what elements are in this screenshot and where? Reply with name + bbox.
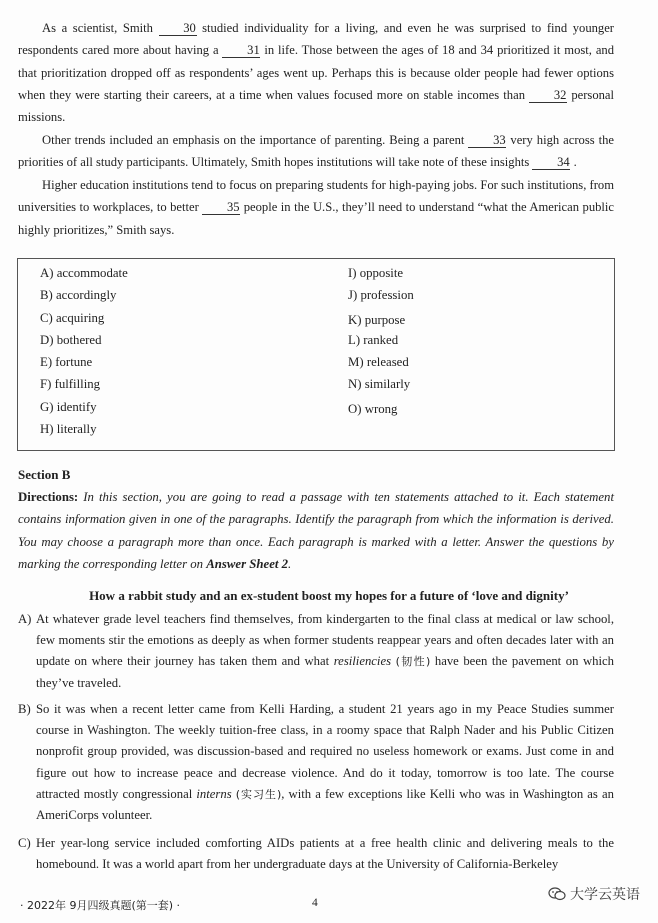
option-d[interactable]: D) bothered xyxy=(40,333,102,347)
text: Other trends included an emphasis on the importance of parenting. Being a parent xyxy=(42,133,469,147)
option-f[interactable]: F) fulfilling xyxy=(40,377,101,391)
page-number: 4 xyxy=(312,897,318,909)
text: . xyxy=(288,557,292,572)
paragraph-label: C) xyxy=(18,836,31,850)
blank-32[interactable]: 32 xyxy=(529,88,567,103)
blank-33[interactable]: 33 xyxy=(468,133,506,148)
text: have been the pavement on which they’ve traveled. xyxy=(36,654,614,690)
option-g[interactable]: G) identify xyxy=(40,400,97,414)
paragraph-a xyxy=(18,609,614,694)
word-bank xyxy=(17,258,615,451)
paragraph-c xyxy=(18,833,614,875)
option-j[interactable]: J) profession xyxy=(348,288,414,302)
blank-35[interactable]: 35 xyxy=(202,200,240,215)
paragraph-3 xyxy=(18,174,614,241)
blank-30[interactable]: 30 xyxy=(159,21,197,36)
option-o[interactable]: O) wrong xyxy=(348,402,398,416)
footer-exam-title xyxy=(20,897,180,913)
watermark xyxy=(548,884,640,904)
option-i[interactable]: I) opposite xyxy=(348,266,404,280)
chinese-gloss: (实习生) xyxy=(235,787,282,801)
footer-text: · 2022年 9月四级真题(第一套) · xyxy=(20,899,181,912)
paragraph-label: B) xyxy=(18,702,31,716)
option-n[interactable]: N) similarly xyxy=(348,377,411,391)
text: studied individuality for a living, and even he was surprised to find younger respondents cared more about having a xyxy=(18,21,614,58)
watermark-text: 大学云英语 xyxy=(570,887,640,903)
directions-label: Directions: xyxy=(18,490,79,504)
blank-31[interactable]: 31 xyxy=(222,43,260,58)
option-k[interactable]: K) purpose xyxy=(348,313,406,327)
text: people in the U.S., they’ll need to understand “what the American public highly prioritizes,” Smith says. xyxy=(18,200,614,237)
option-h[interactable]: H) literally xyxy=(40,422,97,436)
option-a[interactable]: A) accommodate xyxy=(40,266,128,280)
directions xyxy=(18,486,614,576)
blank-34[interactable]: 34 xyxy=(532,155,570,170)
text: As a scientist, Smith xyxy=(42,21,159,35)
passage-title: How a rabbit study and an ex-student boost my hopes for a future of ‘love and dignity’ xyxy=(89,588,569,603)
paragraph-2 xyxy=(18,129,614,174)
option-e[interactable]: E) fortune xyxy=(40,355,93,369)
italic-term: interns xyxy=(196,786,232,801)
text: At whatever grade level teachers find themselves, from kindergarten to the final class at medical or law school, few moments stir the emotions as deeply as when former students reappear years and often decades later with an update on where their journey has taken them and what xyxy=(36,612,614,669)
option-c[interactable]: C) acquiring xyxy=(40,311,105,325)
text: . xyxy=(570,155,577,170)
option-m[interactable]: M) released xyxy=(348,355,409,369)
option-b[interactable]: B) accordingly xyxy=(40,288,117,302)
wechat-icon xyxy=(548,887,566,901)
chinese-gloss: (韧性) xyxy=(395,655,431,669)
text: Her year-long service included comforting AIDs patients at a free health clinic and delivering meals to the homebound. It was a world apart from her undergraduate days at the University of California-Berkeley xyxy=(36,836,614,872)
text: very high across the priorities of all study participants. Ultimately, Smith hopes institutions will take note of these insights xyxy=(18,133,615,170)
text: personal missions. xyxy=(18,87,615,125)
answer-sheet-ref: Answer Sheet 2 xyxy=(206,557,289,572)
text: , with a few exceptions like Kelli who was in Washington as an AmeriCorps volunteer. xyxy=(36,786,614,823)
paragraph-b xyxy=(18,699,614,826)
option-l[interactable]: L) ranked xyxy=(348,333,399,347)
paragraph-label: A) xyxy=(18,612,32,626)
italic-term: resiliencies xyxy=(333,654,392,669)
section-heading: Section B xyxy=(18,467,71,482)
text: So it was when a recent letter came from Kelli Harding, a student 21 years ago in my Peace Studies summer course in Washington. The weekly tuition-free class, in a roomy space that Ralph Nader and his Public Citizen nonprofit group provided, was discussion-based and required no useless homework or exams. Just come in and figure out how to increase peace and decrease violence. And do it today, tomorrow is too late. The course attracted mostly congressional xyxy=(36,702,614,801)
paragraph-1 xyxy=(18,17,614,128)
text: in life. Those between the ages of 18 and 34 prioritized it most, and that prioritization dropped off as respondents’ ages went up. Perhaps this is because older people had fewer options when they were starting their careers, at a time when values focused more on stable incomes than xyxy=(18,43,615,102)
text: Higher education institutions tend to focus on preparing students for high-paying jobs. For such institutions, from universities to workplaces, to better xyxy=(18,178,614,215)
directions-text: In this section, you are going to read a passage with ten statements attached to it. Each statement contains information given in one of the paragraphs. Identify the paragraph from which the information is derived. You may choose a paragraph more than once. Each paragraph is marked with a letter. Answer the questions by marking the corresponding letter on xyxy=(18,490,614,572)
